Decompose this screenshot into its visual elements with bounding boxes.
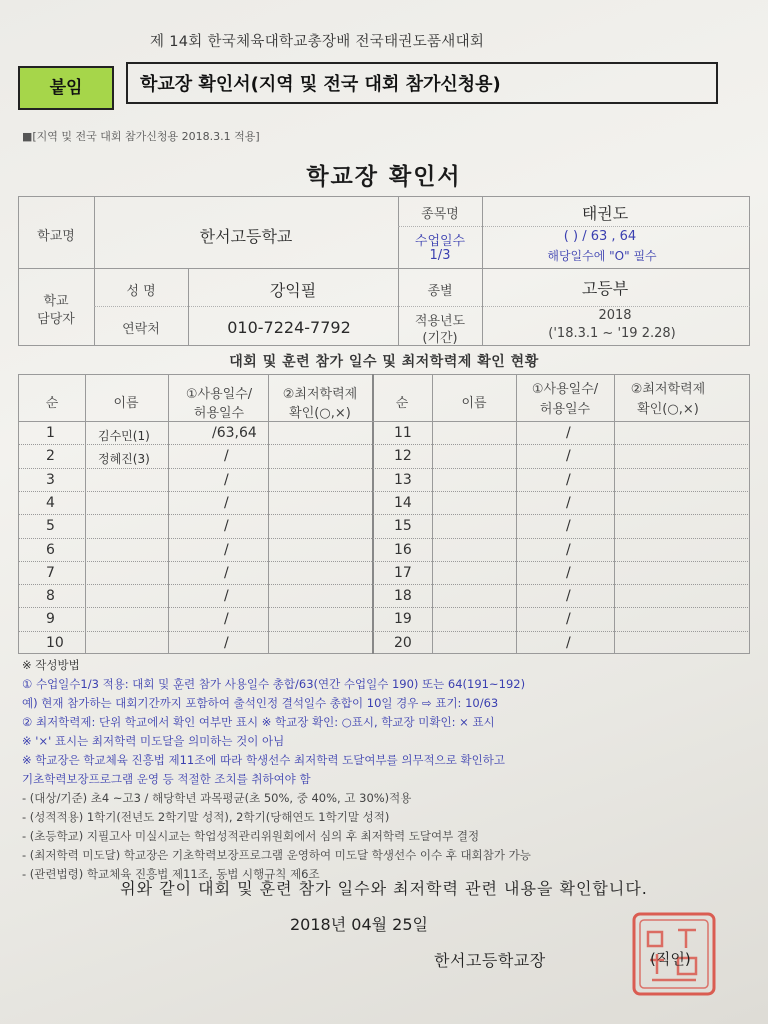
year-label: 적용년도 <box>414 314 466 329</box>
usage-days: / <box>224 494 229 511</box>
grid-header-no-right: 순 <box>395 396 409 411</box>
grid-header-no-left: 순 <box>45 396 59 411</box>
year-period: ('18.3.1 ~ '19 2.28) <box>548 326 676 341</box>
instruction-line: 예) 현재 참가하는 대회기간까지 포함하여 출석인정 결석일수 총합이 10일 경우 ⇨ 표기: 10/63 <box>22 696 499 710</box>
row-number: 19 <box>394 611 412 628</box>
contact-label: 연락처 <box>122 322 160 337</box>
event-title: 제 14회 한국체육대학교총장배 전국태권도품새대회 <box>150 34 485 50</box>
form-version-note: ■[지역 및 전국 대회 참가신청용 2018.3.1 적용] <box>22 130 260 143</box>
row-number: 18 <box>394 588 412 605</box>
usage-days: / <box>566 564 571 581</box>
row-number: 6 <box>46 541 55 558</box>
grid-header-academic-left: ②최저학력제 <box>282 387 358 402</box>
class-days-value: ( ) / 63 , 64 <box>563 229 637 244</box>
row-number: 8 <box>46 588 55 605</box>
usage-days: / <box>224 588 229 605</box>
grid-header-academic-right-2: 확인(○,×) <box>637 402 699 417</box>
row-number: 12 <box>394 448 412 465</box>
instruction-line: - (최저학력 미도달) 학교장은 기초학력보장프로그램 운영하여 미도달 학생선수 이수 후 대회참가 가능 <box>22 848 531 862</box>
writing-instructions <box>22 656 752 884</box>
athlete-name: 김수민(1) <box>98 429 150 443</box>
class-days-note: 해당일수에 "O" 필수 <box>547 249 657 263</box>
teacher-label-line1: 학교 <box>43 294 69 309</box>
row-number: 17 <box>394 564 412 581</box>
teacher-name-value: 강익필 <box>269 281 317 300</box>
instruction-line: ※ 학교장은 학교체육 진흥법 제11조에 따라 학생선수 최저학력 도달여부를 의무적으로 확인하고 <box>22 753 505 767</box>
instruction-line: 기초학력보장프로그램 운영 등 적절한 조치를 취하여야 함 <box>22 772 311 786</box>
usage-days: / <box>224 471 229 488</box>
row-number: 14 <box>394 494 412 511</box>
instruction-line: - (대상/기준) 초4 ~고3 / 해당학년 과목평균(초 50%, 중 40%, 고 30%)적용 <box>22 791 412 805</box>
grid-header-academic-right: ②최저학력제 <box>630 382 706 397</box>
usage-days: / <box>566 494 571 511</box>
usage-days: / <box>224 611 229 628</box>
usage-days: / <box>566 588 571 605</box>
principal-signature-name: 한서고등학교장 <box>434 951 546 970</box>
row-number: 9 <box>46 611 55 628</box>
grid-header-days-right-2: 허용일수 <box>539 402 591 417</box>
usage-days: / <box>224 448 229 465</box>
document-header-title: 학교장 확인서(지역 및 전국 대회 참가신청용) <box>126 62 718 104</box>
row-number: 7 <box>46 564 55 581</box>
participation-table-title: 대회 및 훈련 참가 일수 및 최저학력제 확인 현황 <box>229 354 539 370</box>
row-number: 4 <box>46 494 55 511</box>
row-number: 11 <box>394 425 412 441</box>
row-number: 5 <box>46 518 55 535</box>
row-number: 16 <box>394 541 412 558</box>
event-value: 태권도 <box>581 204 629 223</box>
row-number: 3 <box>46 471 55 488</box>
usage-days: / <box>566 634 571 651</box>
usage-days: / <box>224 634 229 651</box>
usage-days: / <box>224 518 229 535</box>
issue-date: 2018년 04월 25일 <box>290 915 428 934</box>
grid-header-name-right: 이름 <box>461 396 487 411</box>
grid-header-name-left: 이름 <box>113 396 139 411</box>
row-number: 1 <box>46 425 55 441</box>
instruction-line: - (관련법령) 학교체육 진흥법 제11조, 동법 시행규칙 제6조 <box>22 867 320 881</box>
row-number: 13 <box>394 471 412 488</box>
grid-header-days-right: ①사용일수/ <box>531 382 599 397</box>
usage-days: / <box>224 564 229 581</box>
attachment-badge: 붙임 <box>18 66 114 110</box>
instruction-line: ① 수업일수1/3 적용: 대회 및 훈련 참가 사용일수 총합/63(연간 수업일수 190) 또는 64(191~192) <box>22 677 526 691</box>
instruction-line: ② 최저학력제: 단위 학교에서 확인 여부만 표시 ※ 학교장 확인: ○표시, 학교장 미확인: × 표시 <box>22 715 495 729</box>
instruction-line: ※ '×' 표시는 최저학력 미도달을 의미하는 것이 아님 <box>22 734 285 748</box>
category-value: 고등부 <box>581 279 629 298</box>
usage-days: / <box>566 541 571 558</box>
usage-days: / <box>566 448 571 465</box>
seal-label: (직인) <box>650 950 691 968</box>
row-number: 15 <box>394 518 412 535</box>
grid-header-academic-left-2: 확인(○,×) <box>289 406 351 421</box>
class-days-fraction: 1/3 <box>429 248 451 263</box>
year-sub-label: (기간) <box>422 331 458 346</box>
school-name-label: 학교명 <box>37 229 75 244</box>
grid-header-days-left: ①사용일수/ <box>185 387 253 402</box>
class-days-label: 수업일수 <box>414 234 466 249</box>
row-number: 2 <box>46 448 55 465</box>
confirmation-statement: 위와 같이 대회 및 훈련 참가 일수와 최저학력 관련 내용을 확인합니다. <box>120 879 648 898</box>
instruction-line: - (성적적용) 1학기(전년도 2학기말 성적), 2학기(당해연도 1학기말 성적) <box>22 810 390 824</box>
teacher-label-line2: 담당자 <box>37 312 75 327</box>
row-number: 20 <box>394 634 412 651</box>
usage-days: / <box>224 541 229 558</box>
usage-days: / <box>566 471 571 488</box>
teacher-name-label: 성 명 <box>126 284 156 299</box>
instruction-line: - (초등학교) 지필고사 미실시교는 학업성적관리위원회에서 심의 후 최저학력 도달여부 결정 <box>22 829 480 843</box>
form-title: 학교장 확인서 <box>306 164 462 190</box>
grid-header-days-left-2: 허용일수 <box>193 406 245 421</box>
usage-days: / <box>566 425 571 441</box>
category-label: 종별 <box>427 284 453 299</box>
usage-days: /63,64 <box>212 425 257 441</box>
contact-value: 010-7224-7792 <box>227 318 351 337</box>
usage-days: / <box>566 518 571 535</box>
school-name-value: 한서고등학교 <box>199 227 293 246</box>
row-number: 10 <box>46 634 64 651</box>
year-value: 2018 <box>598 308 632 323</box>
event-label: 종목명 <box>421 207 459 222</box>
athlete-name: 정혜진(3) <box>98 452 150 467</box>
instruction-line: ※ 작성방법 <box>22 658 80 672</box>
usage-days: / <box>566 611 571 628</box>
